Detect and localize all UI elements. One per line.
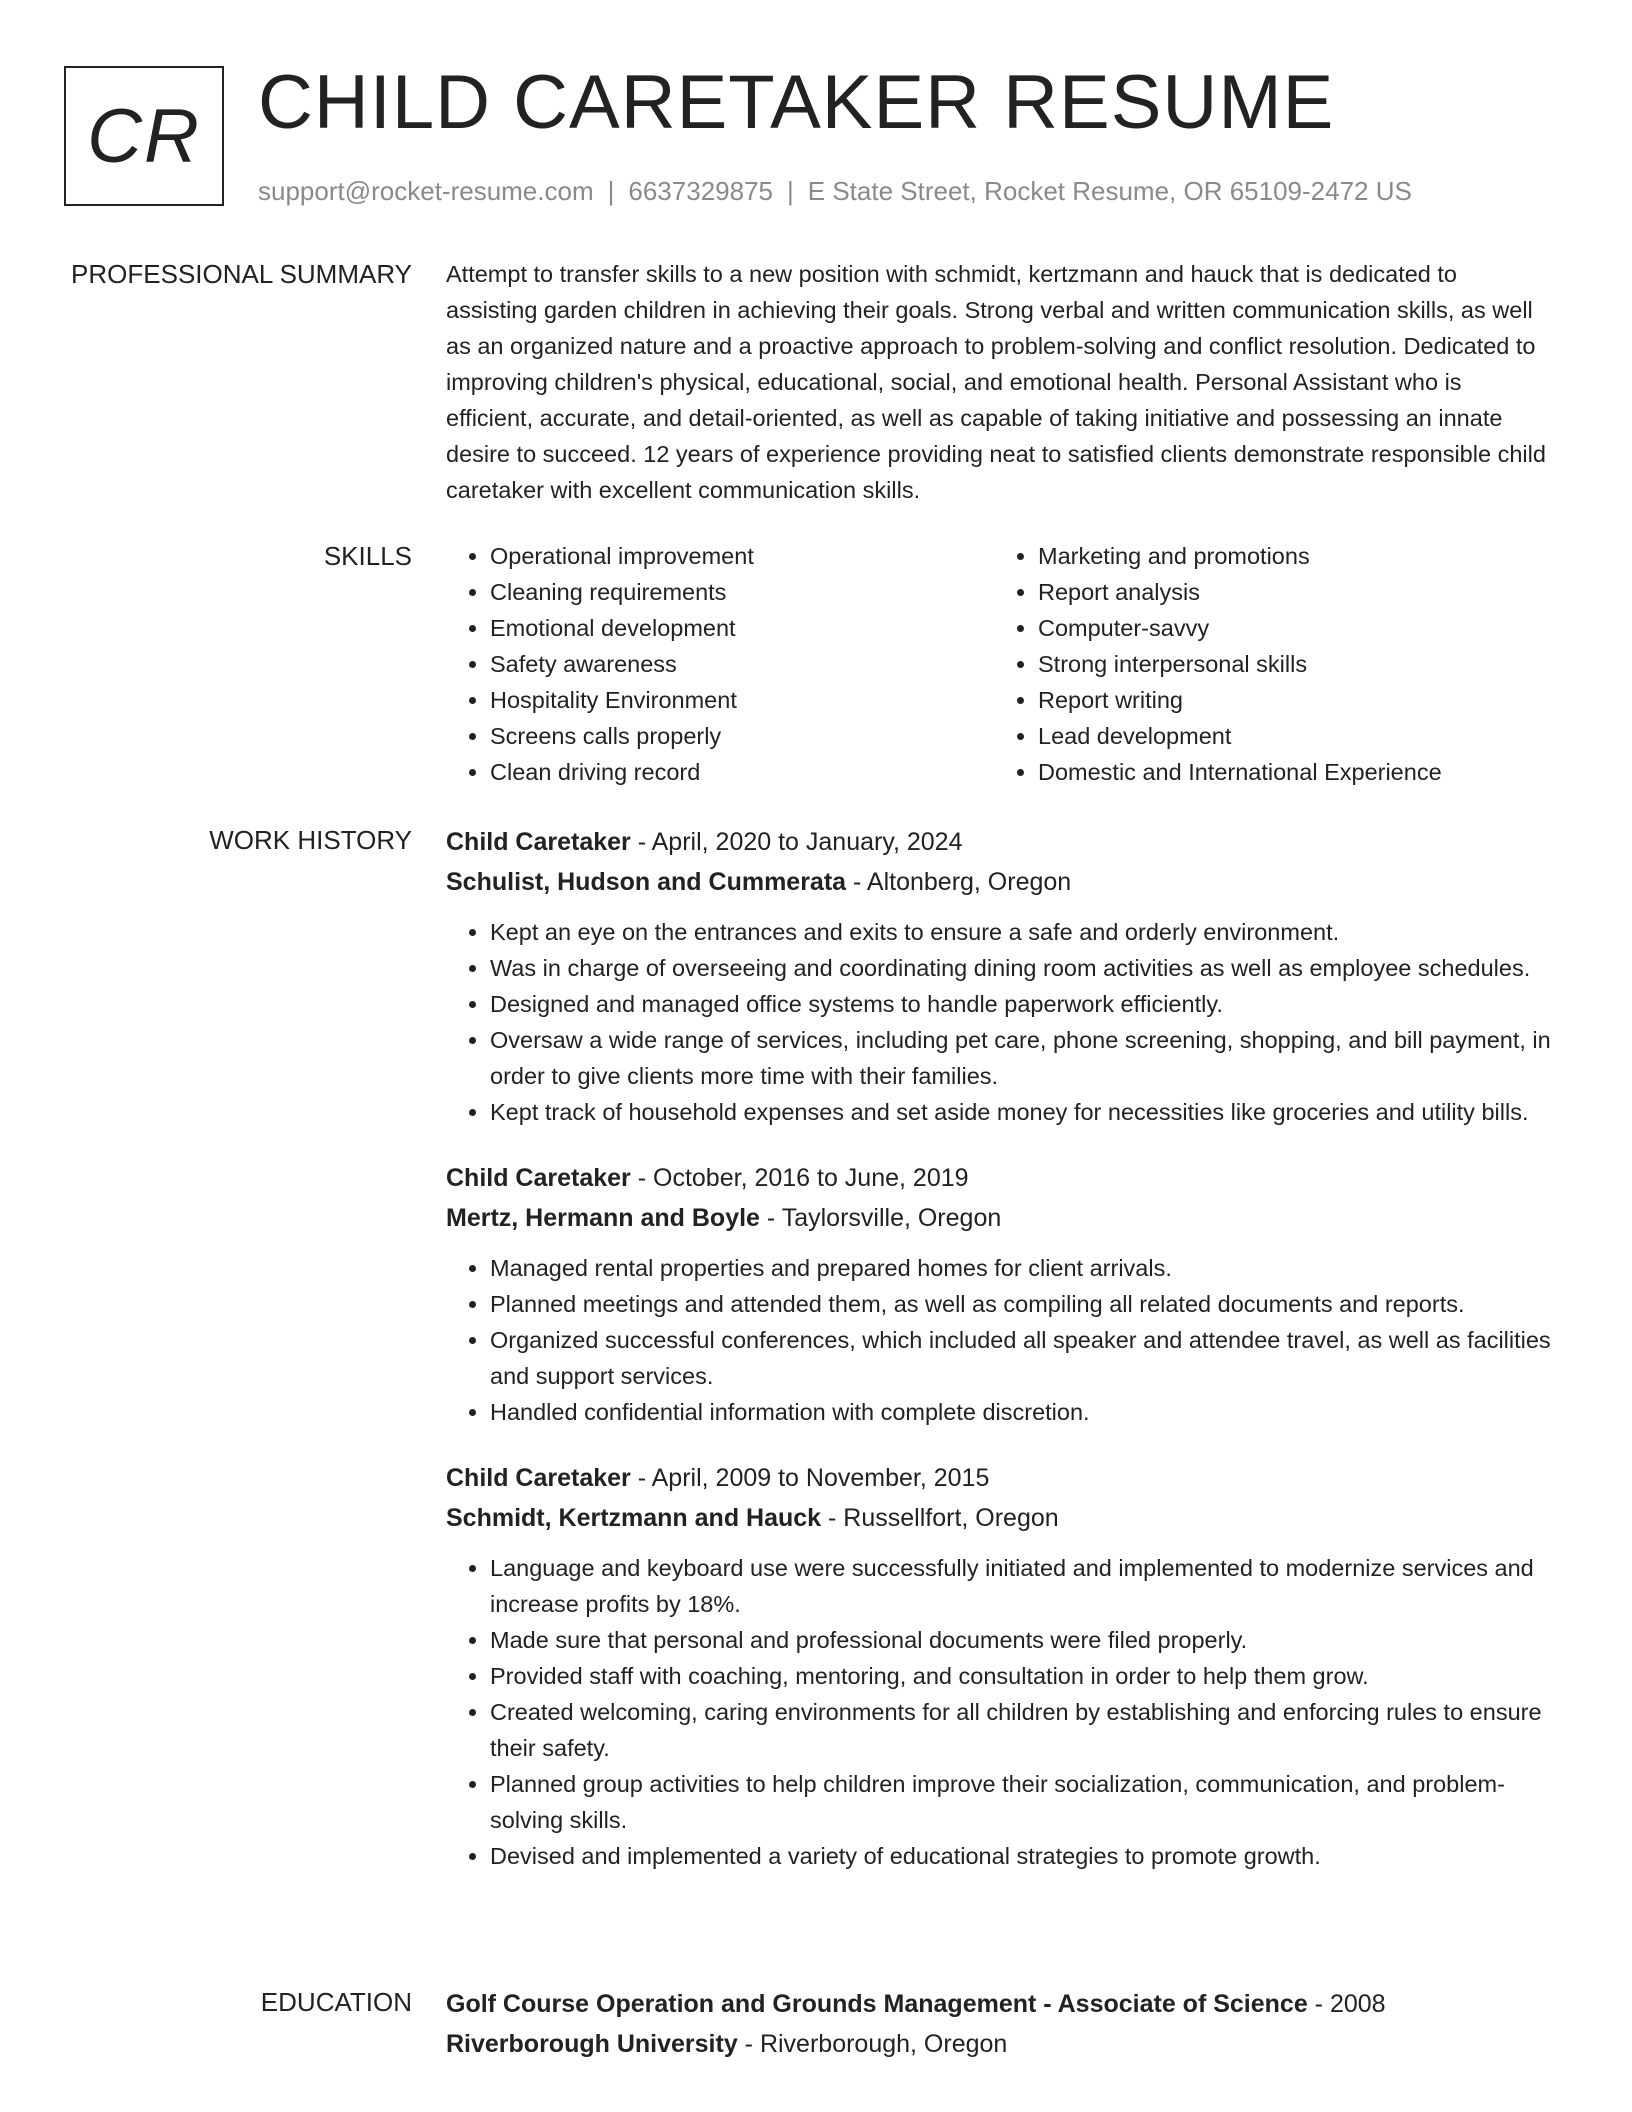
skills-list-right [994, 538, 1542, 790]
job-bullet: • Organized successful conferences, which included all speaker and attendee travel, as well as facilities and support services. [490, 1322, 1552, 1394]
job-company: Schmidt, Kertzmann and Hauck [446, 1504, 822, 1532]
job-bullet: • Language and keyboard use were successfully initiated and implemented to modernize services and increase profits by 18%. [490, 1550, 1552, 1622]
contact-email: support@rocket-resume.com [258, 176, 594, 206]
skill-item: • Strong interpersonal skills [1038, 646, 1542, 682]
job-title: Child Caretaker [446, 1464, 631, 1492]
job-dates: - April, 2009 to November, 2015 [630, 1464, 990, 1492]
job-title-line [446, 1158, 1552, 1198]
job-entry [446, 1158, 1552, 1430]
monogram-initials: CR [87, 93, 201, 179]
job-dates: - April, 2020 to January, 2024 [630, 828, 963, 856]
skills-body [446, 538, 1552, 790]
job-title-line [446, 1458, 1552, 1498]
job-entry [446, 822, 1552, 1130]
job-bullet: • Planned group activities to help children improve their socialization, communication, and problem-solving skills. [490, 1766, 1552, 1838]
education-degree-line [446, 1984, 1552, 2024]
summary-text: Attempt to transfer skills to a new position with schmidt, kertzmann and hauck that is dedicated to assisting garden children in achieving their goals. Strong verbal and written communication skills, as well as an organized nature and a proactive approach to problem-solving and conflict resolution. Dedicated to improving children's physical, educational, social, and emotional health. Personal Assistant who is efficient, accurate, and detail-oriented, as well as capable of taking initiative and possessing an innate desire to succeed. 12 years of experience providing neat to satisfied clients demonstrate responsible child caretaker with excellent communication skills. [446, 261, 1546, 503]
job-entry [446, 1458, 1552, 1874]
job-company: Schulist, Hudson and Cummerata [446, 868, 847, 896]
skill-item: • Operational improvement [490, 538, 994, 574]
skill-item: • Marketing and promotions [1038, 538, 1542, 574]
job-location: - Taylorsville, Oregon [759, 1204, 1002, 1232]
job-bullet: • Planned meetings and attended them, as well as compiling all related documents and reports. [490, 1286, 1552, 1322]
contact-phone: 6637329875 [628, 176, 773, 206]
job-bullet: • Managed rental properties and prepared homes for client arrivals. [490, 1250, 1552, 1286]
skill-item: • Lead development [1038, 718, 1542, 754]
job-location: - Altonberg, Oregon [846, 868, 1072, 896]
job-bullets [446, 914, 1552, 1130]
education-body [446, 1984, 1552, 2064]
skill-item: • Clean driving record [490, 754, 994, 790]
job-bullet: • Made sure that personal and professional documents were filed properly. [490, 1622, 1552, 1658]
contact-separator: | [607, 176, 615, 206]
section-label-summary: PROFESSIONAL SUMMARY [71, 259, 412, 289]
job-bullet: • Handled confidential information with complete discretion. [490, 1394, 1552, 1430]
job-title: Child Caretaker [446, 1164, 631, 1192]
summary-body [446, 256, 1552, 508]
skill-item: • Cleaning requirements [490, 574, 994, 610]
section-label-education: EDUCATION [260, 1987, 412, 2017]
job-bullets [446, 1550, 1552, 1874]
contact-separator: | [787, 176, 794, 206]
job-title: Child Caretaker [446, 828, 631, 856]
job-bullet: • Was in charge of overseeing and coordinating dining room activities as well as employee schedules. [490, 950, 1552, 986]
skill-item: • Hospitality Environment [490, 682, 994, 718]
section-label-skills: SKILLS [323, 541, 412, 571]
skill-item: • Screens calls properly [490, 718, 994, 754]
skill-item: • Report analysis [1038, 574, 1542, 610]
resume-title: CHILD CARETAKER RESUME [258, 60, 1335, 145]
job-company-line [446, 1498, 1552, 1538]
job-bullet: • Kept track of household expenses and set aside money for necessities like groceries and utility bills. [490, 1094, 1552, 1130]
monogram-logo [64, 66, 224, 206]
skill-item: • Computer-savvy [1038, 610, 1542, 646]
job-company-line [446, 1198, 1552, 1238]
contact-line [258, 175, 1412, 207]
education-school: Riverborough University [446, 2030, 738, 2058]
skills-list-left [446, 538, 994, 790]
job-dates: - October, 2016 to June, 2019 [630, 1164, 969, 1192]
skill-item: • Domestic and International Experience [1038, 754, 1542, 790]
work-history-body [446, 822, 1552, 1902]
job-bullet: • Kept an eye on the entrances and exits to ensure a safe and orderly environment. [490, 914, 1552, 950]
education-location: - Riverborough, Oregon [737, 2030, 1008, 2058]
job-title-line [446, 822, 1552, 862]
education-degree: Golf Course Operation and Grounds Management - Associate of Science [446, 1990, 1308, 2018]
education-year: - 2008 [1307, 1990, 1386, 2018]
job-company: Mertz, Hermann and Boyle [446, 1204, 760, 1232]
job-bullet: • Devised and implemented a variety of educational strategies to promote growth. [490, 1838, 1552, 1874]
skill-item: • Safety awareness [490, 646, 994, 682]
section-label-work: WORK HISTORY [209, 825, 412, 855]
job-bullets [446, 1250, 1552, 1430]
job-bullet: • Designed and managed office systems to handle paperwork efficiently. [490, 986, 1552, 1022]
job-bullet: • Oversaw a wide range of services, including pet care, phone screening, shopping, and bill payment, in order to give clients more time with their families. [490, 1022, 1552, 1094]
job-company-line [446, 862, 1552, 902]
education-school-line [446, 2024, 1552, 2064]
job-location: - Russellfort, Oregon [821, 1504, 1059, 1532]
job-bullet: • Provided staff with coaching, mentoring, and consultation in order to help them grow. [490, 1658, 1552, 1694]
skill-item: • Report writing [1038, 682, 1542, 718]
job-bullet: • Created welcoming, caring environments for all children by establishing and enforcing rules to ensure their safety. [490, 1694, 1552, 1766]
contact-address: E State Street, Rocket Resume, OR 65109-2472 US [807, 176, 1412, 206]
skill-item: • Emotional development [490, 610, 994, 646]
